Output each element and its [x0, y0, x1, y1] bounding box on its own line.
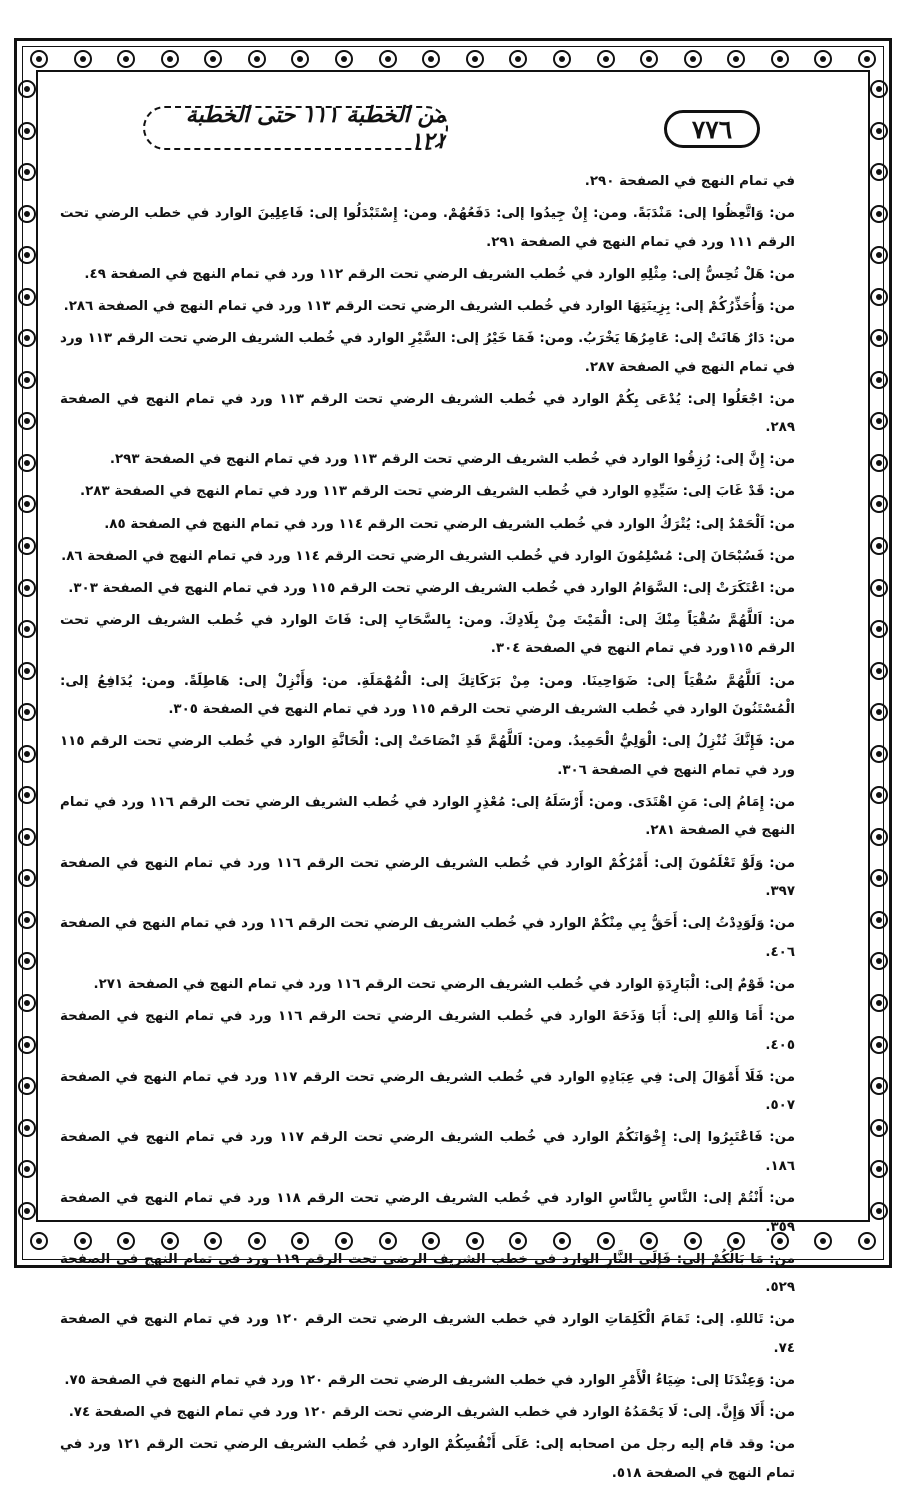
border-ornament-icon [18, 745, 36, 763]
border-ornament-icon [18, 288, 36, 306]
border-ornament-icon [814, 1232, 832, 1250]
border-ornament-icon [18, 952, 36, 970]
border-ornament-icon [640, 50, 658, 68]
entry-paragraph: من: تَاللهِ. إلى: تَمَامَ الْكَلِمَاتِ الوارد في خطب الشريف الرضي تحت الرقم ١٢٠ ورد في تمام النهج في الصفحة ٧٤. [60, 1312, 795, 1357]
border-ornament-icon [18, 412, 36, 430]
entry-paragraph: في تمام النهج في الصفحة ٢٩٠. [584, 174, 795, 189]
entry-paragraph: من: فَسُبْحَانَ إلى: مُسْلِمُونَ الوارد في خُطب الشريف الرضي تحت الرقم ١١٤ ورد في تمام النهج في الصفحة ٨٦. [61, 548, 795, 564]
border-ornament-icon [553, 50, 571, 68]
border-ornament-icon [870, 1202, 888, 1220]
border-ornament-icon [771, 50, 789, 68]
border-ornament-icon [870, 329, 888, 347]
border-ornament-icon [870, 994, 888, 1012]
border-ornament-icon [870, 1077, 888, 1095]
ornament-left-column [18, 80, 36, 1220]
border-ornament-icon [870, 828, 888, 846]
border-ornament-icon [870, 1036, 888, 1054]
entry-paragraph: من: مَا بَالُكُمْ إلى: فَإِلَى النَّارِ الوارد في خطب الشريف الرضي تحت الرقم ١١٩ ورد في تمام النهج في الصفحة ٥٢٩. [60, 1251, 795, 1296]
entry-paragraph: من: فَاعْتَبِرُوا إلى: إِخْوَانَكُمْ الوارد في خُطب الشريف الرضي تحت الرقم ١١٧ ورد في تمام النهج في الصفحة ١٨٦. [60, 1130, 795, 1174]
entry-paragraph: من: إِنَّ إلى: رُزِقُوا الوارد في خُطب الشريف الرضي تحت الرقم ١١٣ ورد في تمام النهج في الصفحة ٢٩٣. [109, 452, 795, 468]
border-ornament-icon [870, 205, 888, 223]
border-ornament-icon [379, 50, 397, 68]
border-ornament-icon [597, 50, 615, 68]
border-ornament-icon [18, 454, 36, 472]
border-ornament-icon [870, 1160, 888, 1178]
border-ornament-icon [870, 911, 888, 929]
entry-paragraph: من: هَلْ تُحِسُّ إلى: مِثْلِهِ الوارد في خُطب الشريف الرضي تحت الرقم ١١٢ ورد في تمام النهج في الصفحة ٤٩. [84, 266, 795, 282]
entry-paragraph: من: دَارٌ هَانَتْ إلى: عَامِرُهَا يَخْرَبُ. ومن: فَمَا خَيْرُ إلى: السَّيْرِ الوارد في خُطب الشريف الرضي تحت الرقم ١١٣ ورد في تمام النهج في الصفحة ٢٨٧. [60, 330, 795, 375]
border-ornament-icon [18, 80, 36, 98]
entry-paragraph: من: وقد قام إليه رجل من اصحابه إلى: عَلَى أَنْفُسِكُمْ الوارد في خُطب الشريف الرضي تحت الرقم ١٢١ ورد في تمام النهج في الصفحة ٥١٨. [60, 1437, 796, 1481]
border-ornament-icon [870, 454, 888, 472]
border-ornament-icon [870, 579, 888, 597]
section-title: من الخطبة ١١١ حتى الخطبة ١٢١ [143, 106, 448, 150]
ornament-right-column [870, 80, 888, 1220]
border-ornament-icon [870, 620, 888, 638]
border-ornament-icon [870, 1119, 888, 1137]
entry-paragraph: من: اجْعَلُوا إلى: يُدْعَى بِكُمْ الوارد في خُطب الشريف الرضي تحت الرقم ١١٣ ورد في تمام النهج في الصفحة ٢٨٩. [60, 391, 795, 436]
entry-paragraph: من: اَلْحَمْدُ إلى: يُتْرَكُ الوارد في خُطب الشريف الرضي تحت الرقم ١١٤ ورد في تمام النهج في الصفحة ٨٥. [104, 516, 795, 532]
border-ornament-icon [870, 495, 888, 513]
border-ornament-icon [204, 50, 222, 68]
border-ornament-icon [335, 50, 353, 68]
border-ornament-icon [18, 1202, 36, 1220]
border-ornament-icon [18, 703, 36, 721]
entry-paragraph: من: وَلَوَدِدْتُ إلى: أَحَقُّ بِي مِنْكُمْ الوارد في خُطب الشريف الرضي تحت الرقم ١١٦ ورد في تمام النهج في الصفحة ٤٠٦. [60, 916, 795, 960]
entry-paragraph: من: قَوْمٌ إلى: الْبَارِدَةِ الوارد في خُطب الشريف الرضي تحت الرقم ١١٦ ورد في تمام النهج في الصفحة ٢٧١. [93, 976, 795, 992]
border-ornament-icon [858, 50, 876, 68]
border-ornament-icon [18, 495, 36, 513]
entry-paragraph: من: اَللَّهُمَّ سُقْيَاً إلى: ضَوَاحِينَا. ومن: مِنْ بَرَكَاتِكَ إلى: الْمُهْمَلَةِ. من: وَأَنْزِلْ إلى: هَاطِلَةً. ومن: يُدَافِعُ إلى: الْمُسْتَنُونَ الوارد في خُطب الشريف الرضي تحت الرقم ١١٥ ورد في تمام النهج في الصفحة ٣٠٥. [60, 673, 795, 718]
entry-paragraph: من: أَمَا وَاللهِ إلى: أَبَا وَذَحَةَ الوارد في خُطب الشريف الرضي تحت الرقم ١١٦ ورد في تمام النهج في الصفحة ٤٠٥. [60, 1009, 795, 1053]
border-ornament-icon [870, 122, 888, 140]
border-ornament-icon [18, 1160, 36, 1178]
entry-paragraph: من: وَأُحَذِّرُكُمْ إلى: بِزِينَتِهَا الوارد في خُطب الشريف الرضي تحت الرقم ١١٣ ورد في تمام النهج في الصفحة ٢٨٦. [63, 298, 795, 314]
border-ornament-icon [18, 662, 36, 680]
border-ornament-icon [870, 163, 888, 181]
border-ornament-icon [18, 786, 36, 804]
page-body [60, 168, 795, 1492]
border-ornament-icon [18, 537, 36, 555]
border-ornament-icon [466, 50, 484, 68]
entry-paragraph: من: اَللَّهُمَّ سُقْيَاً مِنْكَ إلى: الْمَيْتَ مِنْ بِلَادِكَ. ومن: بِالسَّحَابِ إلى: فَاتَ الوارد في خُطب الشريف الرضي تحت الرقم ١١٥ورد في تمام النهج في الصفحة ٣٠٤. [60, 612, 795, 657]
border-ornament-icon [18, 122, 36, 140]
border-ornament-icon [18, 329, 36, 347]
entry-paragraph: من: أَنْتُمْ إلى: النَّاسِ بِالنَّاسِ الوارد في خُطب الشريف الرضي تحت الرقم ١١٨ ورد في تمام النهج في الصفحة ٣٥٩. [60, 1191, 795, 1235]
entry-paragraph: من: وَاتَّعِظُوا إلى: مَنْدَبَةً. ومن: إِنْ جِيدُوا إلى: دَفَعُهُمْ. ومن: إِسْتَبْدَلُوا إلى: فَاعِلِينَ الوارد في خطب الرضي تحت الرقم ١١١ ورد في تمام النهج في الصفحة ٢٩١. [60, 206, 795, 250]
border-ornament-icon [18, 911, 36, 929]
border-ornament-icon [870, 246, 888, 264]
border-ornament-icon [870, 412, 888, 430]
border-ornament-icon [18, 994, 36, 1012]
entry-paragraph: من: فَلَا أَمْوَالَ إلى: فِي عِبَادِهِ الوارد في خُطب الشريف الرضي تحت الرقم ١١٧ ورد في تمام النهج في الصفحة ٥٠٧. [60, 1069, 795, 1114]
border-ornament-icon [161, 50, 179, 68]
border-ornament-icon [870, 537, 888, 555]
border-ornament-icon [870, 745, 888, 763]
border-ornament-icon [509, 50, 527, 68]
border-ornament-icon [870, 288, 888, 306]
border-ornament-icon [18, 163, 36, 181]
entry-paragraph: من: وَعِنْدَنَا إلى: ضِيَاءُ الْأَمْرِ الوارد في خطب الشريف الرضي تحت الرقم ١٢٠ ورد في تمام النهج في الصفحة ٧٥. [64, 1373, 795, 1389]
border-ornament-icon [18, 828, 36, 846]
entry-paragraph: من: اعْتَكَرَتْ إلى: السَّوَامُ الوارد في خُطب الشريف الرضي تحت الرقم ١١٥ ورد في تمام النهج في الصفحة ٣٠٣. [68, 580, 795, 596]
entry-paragraph: من: قَدْ غَابَ إلى: سَيِّدِهِ الوارد في خُطب الشريف الرضي تحت الرقم ١١٣ ورد في تمام النهج في الصفحة ٢٨٣. [80, 484, 795, 500]
border-ornament-icon [18, 205, 36, 223]
border-ornament-icon [18, 869, 36, 887]
border-ornament-icon [291, 50, 309, 68]
border-ornament-icon [858, 1232, 876, 1250]
entry-paragraph: من: وَلَوْ تَعْلَمُونَ إلى: أَمْرُكُمْ الوارد في خُطب الشريف الرضي تحت الرقم ١١٦ ورد في تمام النهج في الصفحة ٣٩٧. [60, 855, 795, 900]
border-ornament-icon [248, 50, 266, 68]
border-ornament-icon [727, 50, 745, 68]
page-number: ٧٧٦ [664, 110, 760, 148]
border-ornament-icon [870, 952, 888, 970]
border-ornament-icon [684, 50, 702, 68]
border-ornament-icon [422, 50, 440, 68]
border-ornament-icon [30, 1232, 48, 1250]
ornament-top-row [30, 50, 876, 68]
border-ornament-icon [870, 786, 888, 804]
border-ornament-icon [74, 50, 92, 68]
border-ornament-icon [870, 662, 888, 680]
border-ornament-icon [18, 246, 36, 264]
border-ornament-icon [18, 579, 36, 597]
border-ornament-icon [18, 1036, 36, 1054]
border-ornament-icon [870, 869, 888, 887]
border-ornament-icon [870, 703, 888, 721]
border-ornament-icon [18, 1077, 36, 1095]
border-ornament-icon [870, 80, 888, 98]
border-ornament-icon [870, 371, 888, 389]
entry-paragraph: من: فَإِنَّكَ تُنْزِلُ إلى: الْوَلِيُّ الْحَمِيدُ. ومن: اَللَّهُمَّ قَدِ انْصَاحَتْ إلى: الْحَانَّةِ الوارد في خُطب الرضي تحت الرقم ١١٥ ورد في تمام النهج في الصفحة ٣٠٦. [60, 734, 795, 778]
border-ornament-icon [30, 50, 48, 68]
border-ornament-icon [117, 50, 135, 68]
border-ornament-icon [18, 1119, 36, 1137]
entry-paragraph: من: أَلَا وَإِنَّ. إلى: لَا يَحْمَدُهُ الوارد في خطب الشريف الرضي تحت الرقم ١٢٠ ورد في تمام النهج في الصفحة ٧٤. [68, 1405, 795, 1421]
border-ornament-icon [18, 620, 36, 638]
border-ornament-icon [814, 50, 832, 68]
border-ornament-icon [18, 371, 36, 389]
entry-paragraph: من: إِمَامُ إلى: مَنِ اهْتَدَى. ومن: أَرْسَلَهُ إلى: مُعْذِرٍ الوارد في خُطب الشريف الرضي تحت الرقم ١١٦ ورد في تمام النهج في الصفحة ٢٨١. [60, 794, 795, 839]
